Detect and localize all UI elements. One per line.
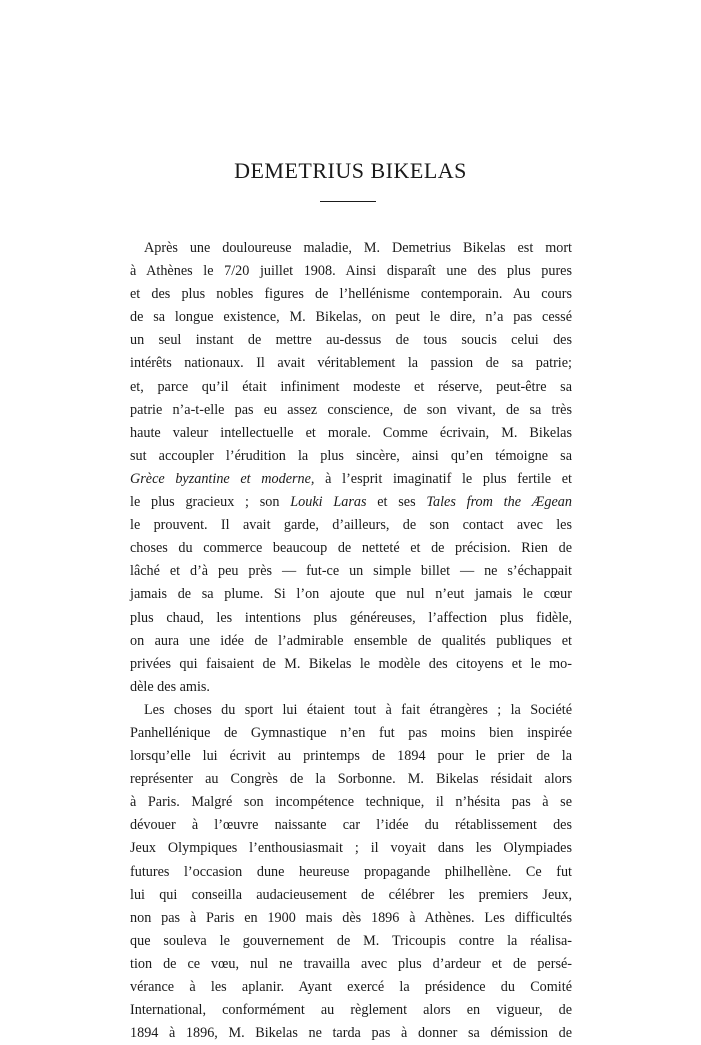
text-line: de sa longue existence, M. Bikelas, on peut le dire, n’a pas cessé [130, 309, 572, 326]
body-text [130, 237, 572, 1045]
text-line [130, 491, 572, 514]
text-line: le prouvent. Il avait garde, d’ailleurs, de son contact avec les [130, 517, 572, 534]
text-line: choses du commerce beaucoup de netteté et de précision. Rien de [130, 540, 572, 557]
text-fragment: à l’esprit imaginatif le plus fertile et [314, 470, 572, 487]
text-line: patrie n’a-t-elle pas eu assez conscience, de son vivant, de sa très [130, 401, 572, 418]
page-title: DEMETRIUS BIKELAS [234, 158, 467, 183]
text-fragment: et ses [366, 494, 427, 511]
text-line: privées qui faisaient de M. Bikelas le modèle des citoyens et le mo- [130, 655, 572, 672]
text-line: dévouer à l’œuvre naissante car l’idée du rétablissement des [130, 817, 572, 834]
text-line: et, parce qu’il était infiniment modeste et réserve, peut-être sa [130, 378, 572, 395]
italic-title: Grèce byzantine et moderne, [130, 470, 315, 487]
text-line: Les choses du sport lui étaient tout à fait étrangères ; la Société [144, 701, 572, 718]
text-line: jamais de sa plume. Si l’on ajoute que nul n’eut jamais le cœur [130, 586, 572, 603]
text-line: 1894 à 1896, M. Bikelas ne tarda pas à donner sa démission de [130, 1025, 572, 1042]
italic-title: Tales from the Ægean [426, 494, 572, 511]
text-line: un seul instant de mettre au-dessus de tous soucis celui des [130, 332, 572, 349]
text-line: Panhellénique de Gymnastique n’en fut pas moins bien inspirée [130, 724, 572, 741]
text-line [130, 468, 572, 491]
text-line: à Paris. Malgré son incompétence technique, il n’hésita pas à se [130, 794, 572, 811]
text-fragment: le plus gracieux ; son [130, 494, 291, 511]
text-line: lorsqu’elle lui écrivit au printemps de 1894 pour le prier de la [130, 748, 572, 765]
text-line: représenter au Congrès de la Sorbonne. M. Bikelas résidait alors [130, 771, 572, 788]
text-line: vérance à les aplanir. Ayant exercé la présidence du Comité [130, 979, 572, 995]
text-line: International, conformément au règlement alors en vigueur, de [130, 1002, 572, 1019]
text-line: lui qui conseilla audacieusement de célébrer les premiers Jeux, [130, 886, 572, 903]
text-line: Après une douloureuse maladie, M. Demetrius Bikelas est mort [144, 240, 572, 256]
italic-title: Louki Laras [290, 494, 367, 511]
text-line: plus chaud, les intentions plus généreuses, l’affection plus fidèle, [130, 609, 572, 626]
text-line: lâché et d’à peu près — fut-ce un simple billet — ne s’échappait [130, 563, 572, 580]
text-line: haute valeur intellectuelle et morale. Comme écrivain, M. Bikelas [130, 424, 572, 441]
text-line: tion de ce vœu, nul ne travailla avec plus d’ardeur et de persé- [130, 955, 572, 972]
text-line: et des plus nobles figures de l’hellénisme contemporain. Au cours [130, 286, 572, 303]
text-line: à Athènes le 7/20 juillet 1908. Ainsi disparaît une des plus pures [130, 263, 572, 280]
text-line: intérêts nationaux. Il avait véritablement la passion de sa patrie; [130, 355, 572, 372]
text-line: Jeux Olympiques l’enthousiasmait ; il voyait dans les Olympiades [130, 840, 572, 857]
text-line: on aura une idée de l’admirable ensemble de qualités publiques et [130, 632, 572, 649]
text-line: que souleva le gouvernement de M. Tricoupis contre la réalisa- [130, 932, 572, 949]
text-line: dèle des amis. [130, 678, 210, 695]
text-line: sut accoupler l’érudition la plus sincère, ainsi qu’en témoigne sa [130, 447, 572, 464]
text-line: futures l’occasion dune heureuse propagande philhellène. Ce fut [130, 863, 572, 880]
title-rule [320, 201, 376, 202]
text-line: non pas à Paris en 1900 mais dès 1896 à Athènes. Les difficultés [130, 909, 572, 926]
